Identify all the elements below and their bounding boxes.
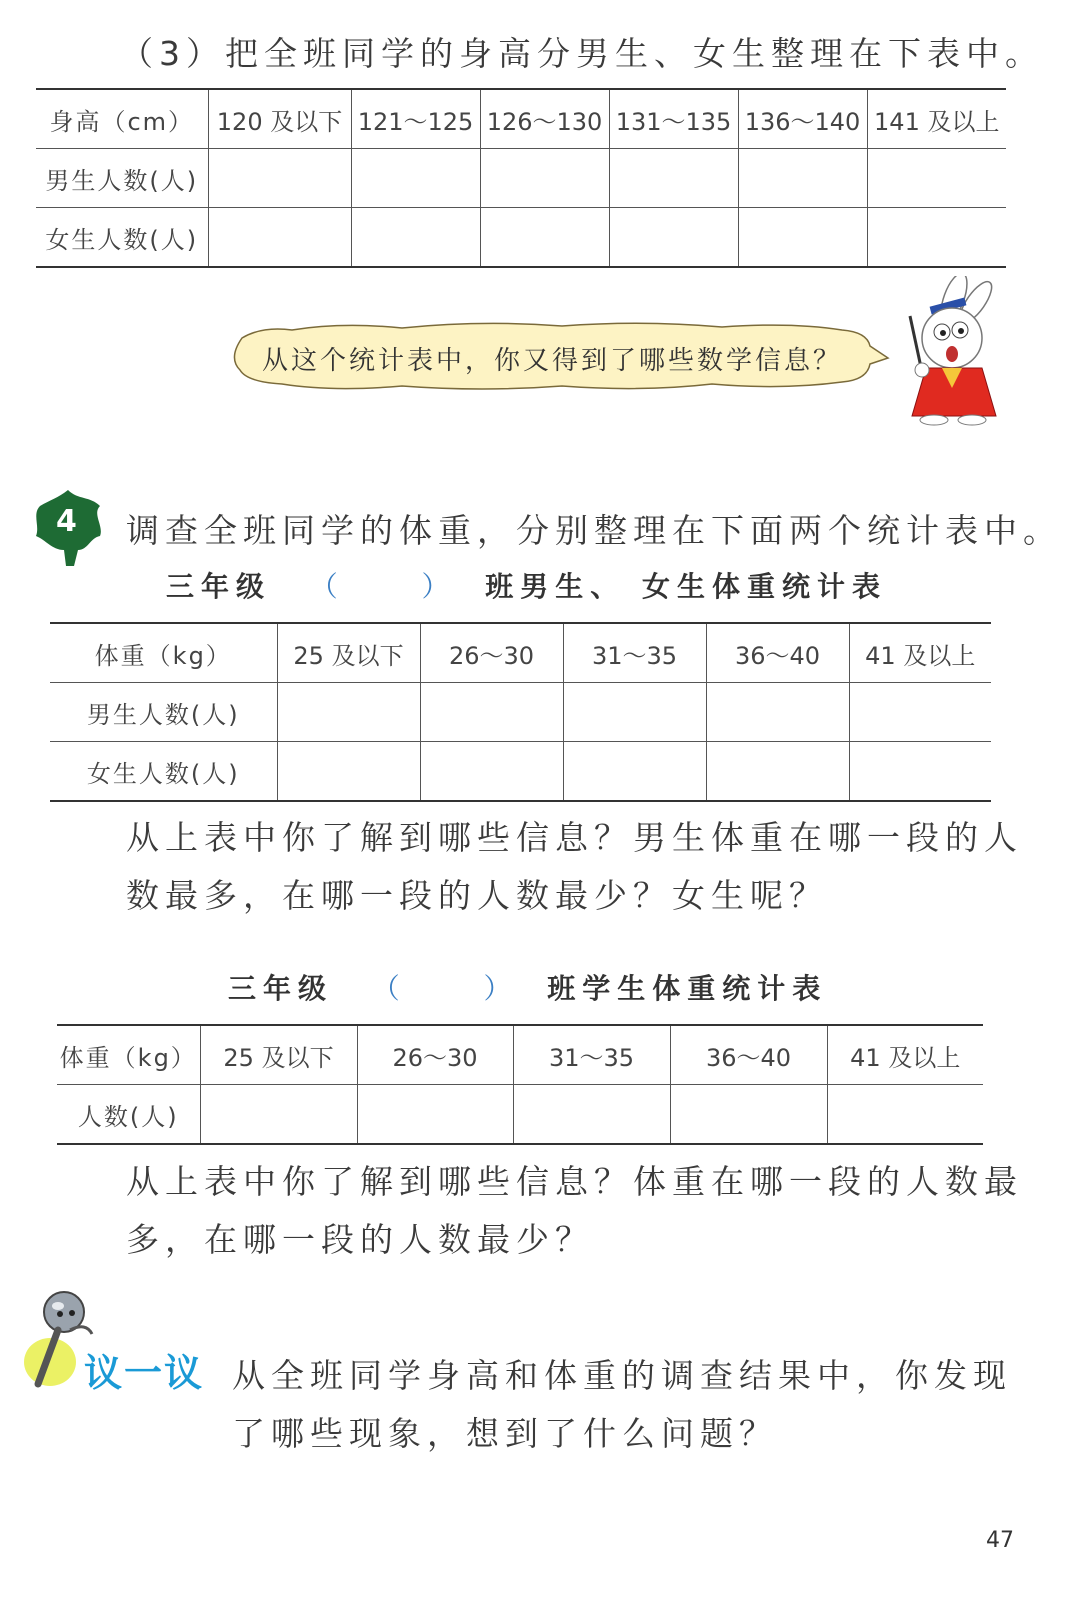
question3-line1: 从上表中你了解到哪些信息？体重在哪一段的人数最	[126, 1162, 1023, 1201]
table-cell	[277, 683, 420, 742]
table-cell	[351, 149, 480, 208]
table-header-cell: 121～125	[351, 89, 480, 149]
bubble-text: 从这个统计表中，你又得到了哪些数学信息？	[262, 346, 843, 376]
caption-title: 班学生体重统计表	[547, 972, 828, 1005]
row-label: 女生人数(人)	[50, 742, 277, 802]
table-header-row	[50, 623, 991, 683]
table-header-row	[36, 89, 1006, 149]
discuss-line1: 从全班同学身高和体重的调查结果中，你发现	[232, 1356, 1012, 1395]
table-cell	[706, 683, 849, 742]
table2-caption	[166, 565, 887, 605]
weight-table-class	[57, 1024, 983, 1145]
table-header-cell: 131～135	[609, 89, 738, 149]
table-row	[36, 149, 1006, 208]
table-header-cell: 25 及以下	[200, 1025, 357, 1085]
page-number: 47	[986, 1528, 1014, 1553]
table-cell	[706, 742, 849, 802]
table-cell	[277, 742, 420, 802]
table-cell	[738, 208, 867, 268]
discuss-label: 议一议	[84, 1351, 205, 1395]
caption-grade: 三年级	[228, 972, 334, 1005]
table-header-cell: 141 及以上	[867, 89, 1006, 149]
table-cell	[351, 208, 480, 268]
table-header-cell: 36～40	[670, 1025, 827, 1085]
section3-intro: （3）把全班同学的身高分男生、女生整理在下表中。	[120, 34, 1044, 73]
table-cell	[200, 1085, 357, 1145]
table-row	[57, 1085, 983, 1145]
table-header-cell: 136～140	[738, 89, 867, 149]
table-cell	[208, 208, 351, 268]
table-header-cell: 41 及以上	[827, 1025, 983, 1085]
table-header-row	[57, 1025, 983, 1085]
row-label: 人数(人)	[57, 1085, 200, 1145]
table-cell	[738, 149, 867, 208]
table-header-cell: 36～40	[706, 623, 849, 683]
table-header-cell: 体重（kg）	[50, 623, 277, 683]
table-header-cell: 26～30	[420, 623, 563, 683]
table-cell	[609, 149, 738, 208]
caption-paren-close: ）	[483, 972, 519, 1005]
row-label: 女生人数(人)	[36, 208, 208, 268]
caption-paren-open: （	[309, 570, 345, 603]
table-cell	[867, 208, 1006, 268]
caption-paren-close: ）	[421, 570, 457, 603]
table-header-cell: 31～35	[513, 1025, 670, 1085]
caption-paren-open: （	[371, 972, 407, 1005]
table-header-cell: 26～30	[357, 1025, 513, 1085]
problem-number: 4	[56, 504, 77, 539]
caption-grade: 三年级	[166, 570, 272, 603]
table-cell	[208, 149, 351, 208]
table-row	[50, 683, 991, 742]
table-header-cell: 25 及以下	[277, 623, 420, 683]
table-cell	[513, 1085, 670, 1145]
table-cell	[420, 683, 563, 742]
problem4-text: 调查全班同学的体重，分别整理在下面两个统计表中。	[126, 511, 1062, 550]
table-row	[50, 742, 991, 802]
table-cell	[609, 208, 738, 268]
table-cell	[867, 149, 1006, 208]
question2-line1: 从上表中你了解到哪些信息？男生体重在哪一段的人	[126, 818, 1023, 857]
row-label: 男生人数(人)	[50, 683, 277, 742]
table-header-cell: 41 及以上	[849, 623, 991, 683]
table-header-cell: 身高（cm）	[36, 89, 208, 149]
table-cell	[563, 683, 706, 742]
table-cell	[849, 683, 991, 742]
caption-title: 班男生、 女生体重统计表	[485, 570, 888, 603]
table-cell	[480, 149, 609, 208]
table-header-cell: 126～130	[480, 89, 609, 149]
table-header-cell: 体重（kg）	[57, 1025, 200, 1085]
table-header-cell: 31～35	[563, 623, 706, 683]
table-cell	[480, 208, 609, 268]
discuss-line2: 了哪些现象，想到了什么问题？	[232, 1414, 778, 1453]
rabbit-teacher-icon	[892, 276, 1002, 426]
table-cell	[827, 1085, 983, 1145]
row-label: 男生人数(人)	[36, 149, 208, 208]
question2-line2: 数最多，在哪一段的人数最少？女生呢？	[126, 876, 828, 915]
table3-caption	[228, 967, 827, 1007]
table-cell	[420, 742, 563, 802]
question3-line2: 多，在哪一段的人数最少？	[126, 1220, 594, 1259]
table-cell	[670, 1085, 827, 1145]
table-cell	[357, 1085, 513, 1145]
table-header-cell: 120 及以下	[208, 89, 351, 149]
table-cell	[563, 742, 706, 802]
weight-table-gender	[50, 622, 991, 802]
height-table	[36, 88, 1006, 268]
table-cell	[849, 742, 991, 802]
table-row	[36, 208, 1006, 268]
